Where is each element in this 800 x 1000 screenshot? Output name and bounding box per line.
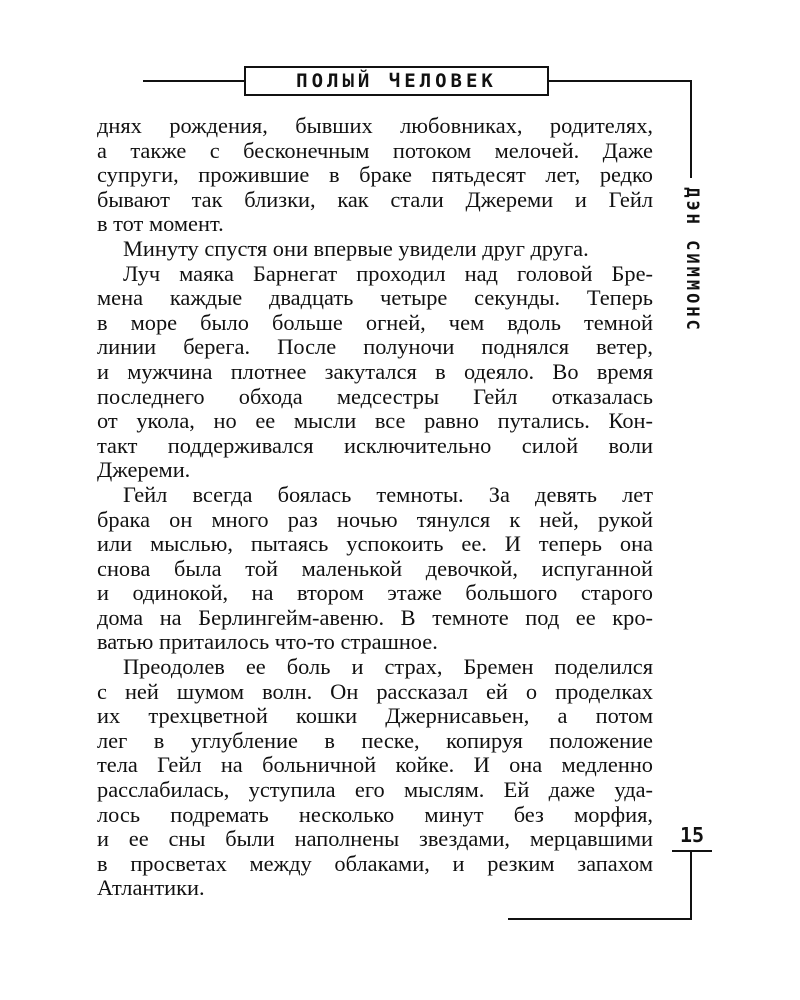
text-line: линии берега. После полуночи поднялся ветер, (97, 334, 653, 360)
text-line: или мыслью, пытаясь успокоить ее. И теперь она (97, 531, 653, 557)
text-line: последнего обхода медсестры Гейл отказалась (97, 383, 653, 409)
paragraph (97, 237, 653, 262)
header-rule-right (549, 80, 692, 82)
text-line: в тот момент. (97, 211, 224, 237)
footer-rule (508, 918, 692, 920)
text-line: брака он много раз ночью тянулся к ней, рукой (97, 506, 653, 532)
book-title: ПОЛЫЙ ЧЕЛОВЕК (296, 70, 497, 92)
text-line: Луч маяка Барнегат проходил над головой Бре- (123, 260, 653, 286)
text-line: супруги, прожившие в браке пятьдесят лет, редко (97, 162, 653, 188)
text-line: Джереми. (97, 457, 191, 483)
margin-rule-bottom (690, 850, 692, 920)
text-line: бывают так близки, как стали Джереми и Гейл (97, 186, 653, 212)
text-line: Атлантики. (97, 875, 205, 901)
text-line: и одинокой, на втором этаже большого старого (97, 580, 653, 606)
text-line: тела Гейл на больничной койке. И она медленно (97, 752, 653, 778)
text-line: снова была той маленькой девочкой, испуганной (97, 555, 653, 581)
text-line: в море было больше огней, чем вдоль темной (97, 309, 653, 335)
paragraph (97, 655, 653, 901)
running-header-title (244, 66, 549, 96)
text-line: расслабилась, уступила его мыслям. Ей даже уда- (97, 777, 653, 803)
paragraph (97, 114, 653, 237)
paragraph (97, 483, 653, 655)
text-line: Минуту спустя они впервые увидели друг друга. (123, 235, 589, 261)
author-name: ДЭН СИММОНС (682, 187, 702, 333)
text-line: их трехцветной кошки Джернисавьен, а потом (97, 703, 653, 729)
text-line: в просветах между облаками, и резким запахом (97, 850, 653, 876)
text-line: а также с бесконечным потоком мелочей. Даже (97, 137, 653, 163)
text-line: дома на Берлингейм-авеню. В темноте под ее кро- (97, 604, 653, 630)
header-rule-left (143, 80, 244, 82)
body-text (97, 114, 653, 901)
paragraph (97, 262, 653, 483)
text-line: от укола, но ее мысли все равно путались. Кон- (97, 408, 653, 434)
text-line: и ее сны были наполнены звездами, мерцавшими (97, 826, 653, 852)
margin-rule-top (690, 80, 692, 178)
text-line: мена каждые двадцать четыре секунды. Теперь (97, 285, 653, 311)
page-number-underline (672, 850, 712, 852)
text-line: такт поддерживался исключительно силой воли (97, 432, 653, 458)
text-line: Гейл всегда боялась темноты. За девять лет (123, 481, 653, 507)
text-line: с ней шумом волн. Он рассказал ей о проделках (97, 678, 653, 704)
text-line: ватью притаилось что-то страшное. (97, 629, 438, 655)
text-line: и мужчина плотнее закутался в одеяло. Во время (97, 358, 653, 384)
text-line: Преодолев ее боль и страх, Бремен поделился (123, 654, 653, 680)
text-line: днях рождения, бывших любовниках, родителях, (97, 113, 653, 138)
text-line: лег в углубление в песке, копируя положение (97, 727, 653, 753)
running-header-author (672, 185, 712, 335)
text-line: лось подремать несколько минут без морфия, (97, 801, 653, 827)
page-number: 15 (679, 823, 705, 847)
